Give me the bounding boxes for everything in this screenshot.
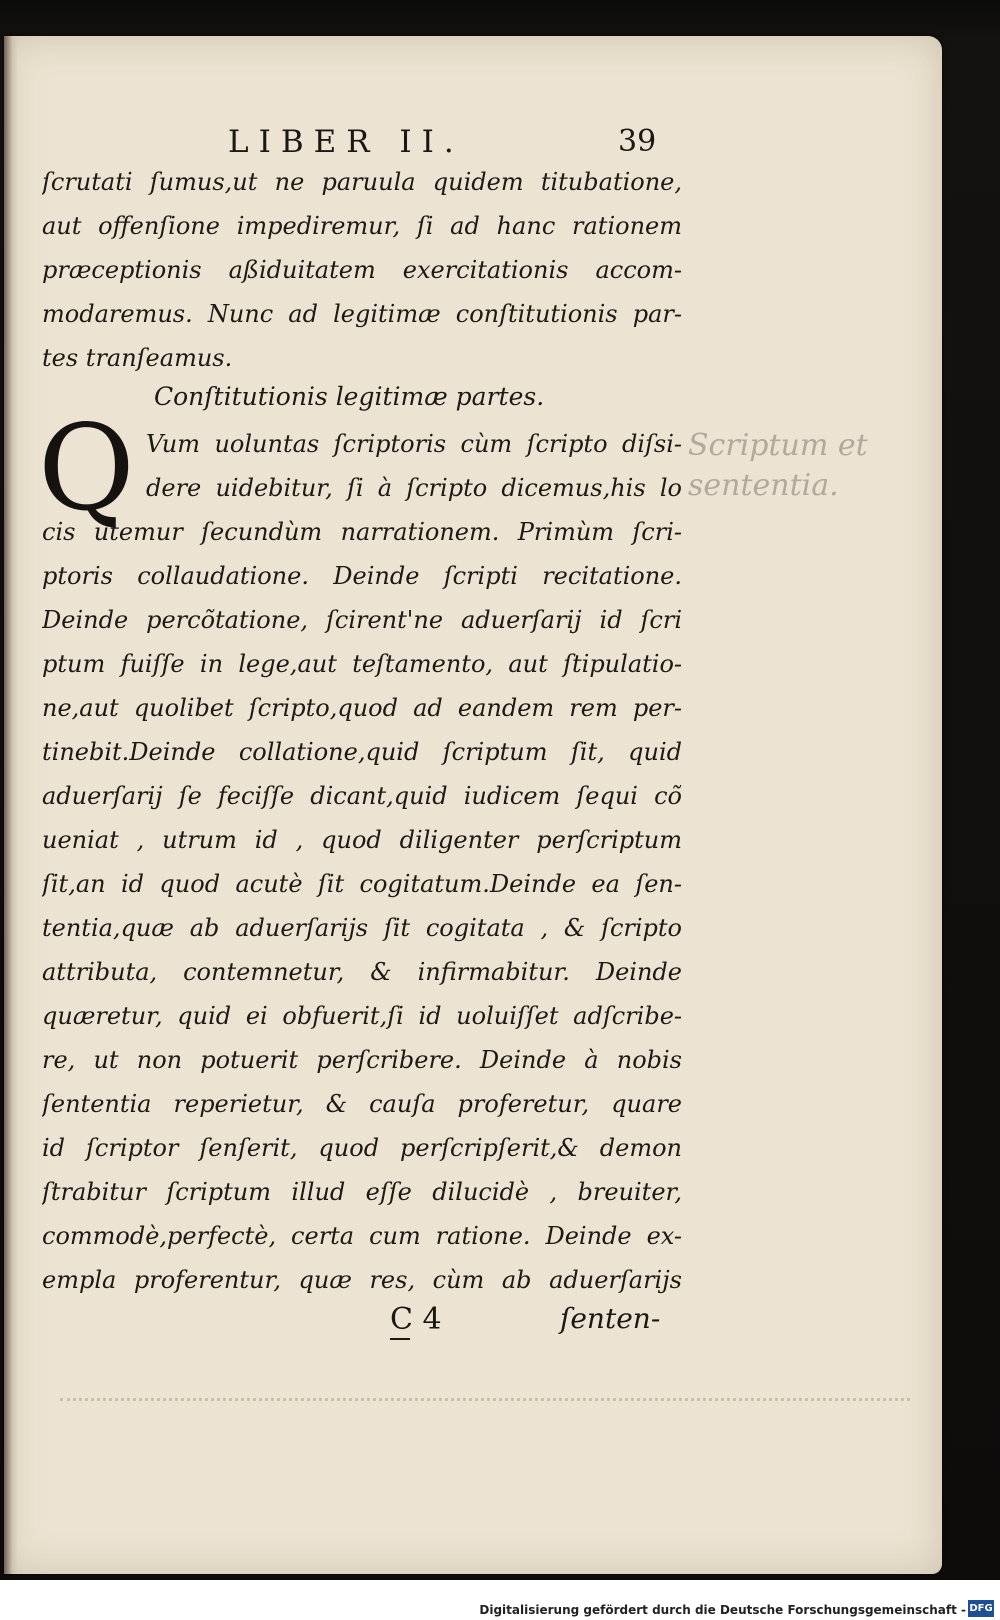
drop-initial: Q xyxy=(38,399,135,537)
signature-mark xyxy=(390,1302,442,1337)
text-line: cis utemur ſecundùm narrationem. Primùm ſcri- xyxy=(42,518,682,546)
footer-credit: Digitalisierung gefördert durch die Deutsche Forschungsgemeinschaft - xyxy=(479,1603,966,1617)
dotted-rule xyxy=(60,1398,910,1401)
text-line: dere uidebitur, ſi à ſcripto dicemus,his lo xyxy=(146,474,682,502)
text-line: tes tranſeamus. xyxy=(42,344,233,372)
text-line: quæretur, quid ei obfuerit,ſi id uoluiſſet adſcribe- xyxy=(42,1002,682,1030)
text-line: Deinde percõtatione, ſcirent'ne aduerſarij id ſcri xyxy=(42,606,682,634)
text-line: ptum fuiſſe in lege,aut teſtamento, aut ſtipulatio- xyxy=(42,650,682,678)
text-line: Vum uoluntas ſcriptoris cùm ſcripto diſsi- xyxy=(146,430,682,458)
text-line: præceptionis aßiduitatem exercitationis accom- xyxy=(42,256,682,284)
text-line: ſcrutati ſumus,ut ne paruula quidem titubatione, xyxy=(42,168,682,196)
text-line: ſit,an id quod acutè ſit cogitatum.Deinde ea ſen- xyxy=(42,870,682,898)
text-line: ſententia reperietur, & cauſa proferetur, quare xyxy=(42,1090,682,1118)
page-gutter-edge xyxy=(4,36,18,1574)
dfg-logo: DFG xyxy=(968,1600,994,1617)
text-line: tinebit.Deinde collatione,quid ſcriptum ſit, quid xyxy=(42,738,682,766)
page-number: 39 xyxy=(618,124,657,159)
signature-text: C 4 xyxy=(390,1302,442,1337)
text-line: ne,aut quolibet ſcripto,quod ad eandem rem per- xyxy=(42,694,682,722)
text-line: re, ut non potuerit perſcribere. Deinde à nobis xyxy=(42,1046,682,1074)
text-line: attributa, contemnetur, & infirmabitur. Deinde xyxy=(42,958,682,986)
running-head: LIBER II. xyxy=(228,124,464,160)
text-line: aut offenſione impediremur, ſi ad hanc rationem xyxy=(42,212,682,240)
catchword: ſenten- xyxy=(560,1302,661,1335)
marginal-note-line: Scriptum et xyxy=(688,428,868,463)
marginal-note xyxy=(688,426,938,506)
text-line: id ſcriptor ſenſerit, quod perſcripſerit,& demon xyxy=(42,1134,682,1162)
text-block-main xyxy=(42,422,682,1302)
marginal-note-line: sententia. xyxy=(688,468,839,503)
signature-underline xyxy=(390,1338,410,1340)
text-line: empla proferentur, quæ res, cùm ab aduerſarijs xyxy=(42,1266,682,1294)
text-line: commodè,perfectè, certa cum ratione. Deinde ex- xyxy=(42,1222,682,1250)
text-line: aduerſarij ſe feciſſe dicant,quid iudicem ſequi cõ xyxy=(42,782,682,810)
text-line: ueniat , utrum id , quod diligenter perſcriptum xyxy=(42,826,682,854)
text-block-top xyxy=(42,160,682,380)
text-line: ſtrabitur ſcriptum illud eſſe dilucidè , breuiter, xyxy=(42,1178,682,1206)
text-line: tentia,quæ ab aduerſarijs ſit cogitata , & ſcripto xyxy=(42,914,682,942)
section-heading: Conſtitutionis legitimæ partes. xyxy=(154,382,545,411)
text-line: ptoris collaudatione. Deinde ſcripti recitatione. xyxy=(42,562,682,590)
text-line: modaremus. Nunc ad legitimæ conſtitutionis par- xyxy=(42,300,682,328)
